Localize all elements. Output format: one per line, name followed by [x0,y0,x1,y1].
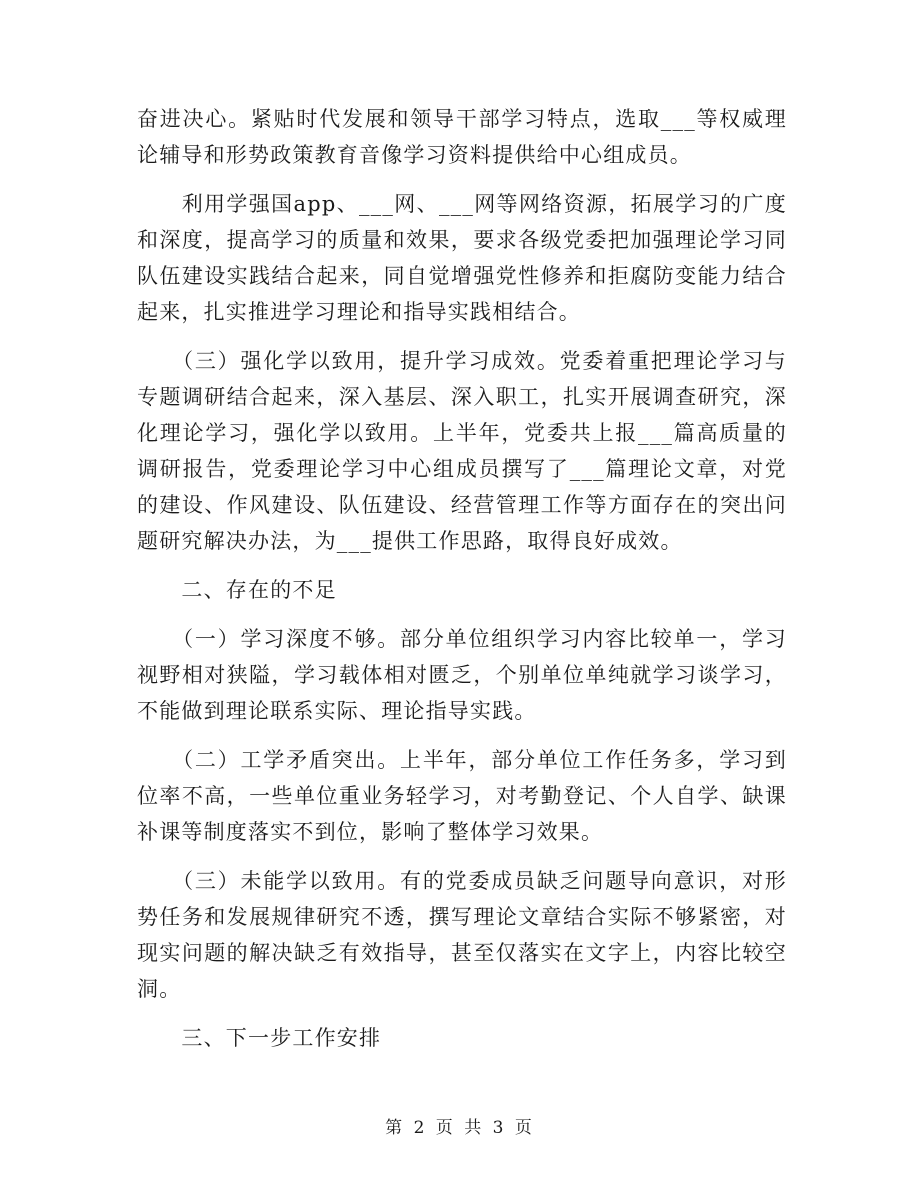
paragraph: （三）强化学以致用，提升学习成效。党委着重把理论学习与专题调研结合起来，深入基层、深入职工，扎实开展调查研究，深化理论学习，强化学以致用。上半年，党委共上报___篇高质量的调研报告，党委理论学习中心组成员撰写了___篇理论文章，对党的建设、作风建设、队伍建设、经营管理工作等方面存在的突出问题研究解决办法，为___提供工作思路，取得良好成效。 [137,349,787,553]
document-body [137,101,787,1056]
section-heading: 二、存在的不足 [137,578,337,602]
section-heading: 三、下一步工作安排 [137,1026,382,1050]
page-number: 第 2 页 共 3 页 [385,1118,535,1138]
paragraph: （二）工学矛盾突出。上半年，部分单位工作任务多，学习到位率不高，一些单位重业务轻学习，对考勤登记、个人自学、缺课补课等制度落实不到位，影响了整体学习效果。 [137,748,787,844]
paragraph: 奋进决心。紧贴时代发展和领导干部学习特点，选取___等权威理论辅导和形势政策教育音像学习资料提供给中心组成员。 [137,107,787,167]
paragraph: （三）未能学以致用。有的党委成员缺乏问题导向意识，对形势任务和发展规律研究不透，撰写理论文章结合实际不够紧密，对现实问题的解决缺乏有效指导，甚至仅落实在文字上，内容比较空洞。 [137,869,787,1001]
paragraph: （一）学习深度不够。部分单位组织学习内容比较单一，学习视野相对狭隘，学习载体相对匮乏，个别单位单纯就学习谈学习，不能做到理论联系实际、理论指导实践。 [137,627,787,723]
paragraph: 利用学强国app、___网、___网等网络资源，拓展学习的广度和深度，提高学习的质量和效果，要求各级党委把加强理论学习同队伍建设实践结合起来，同自觉增强党性修养和拒腐防变能力结合起来，扎实推进学习理论和指导实践相结合。 [137,192,787,324]
